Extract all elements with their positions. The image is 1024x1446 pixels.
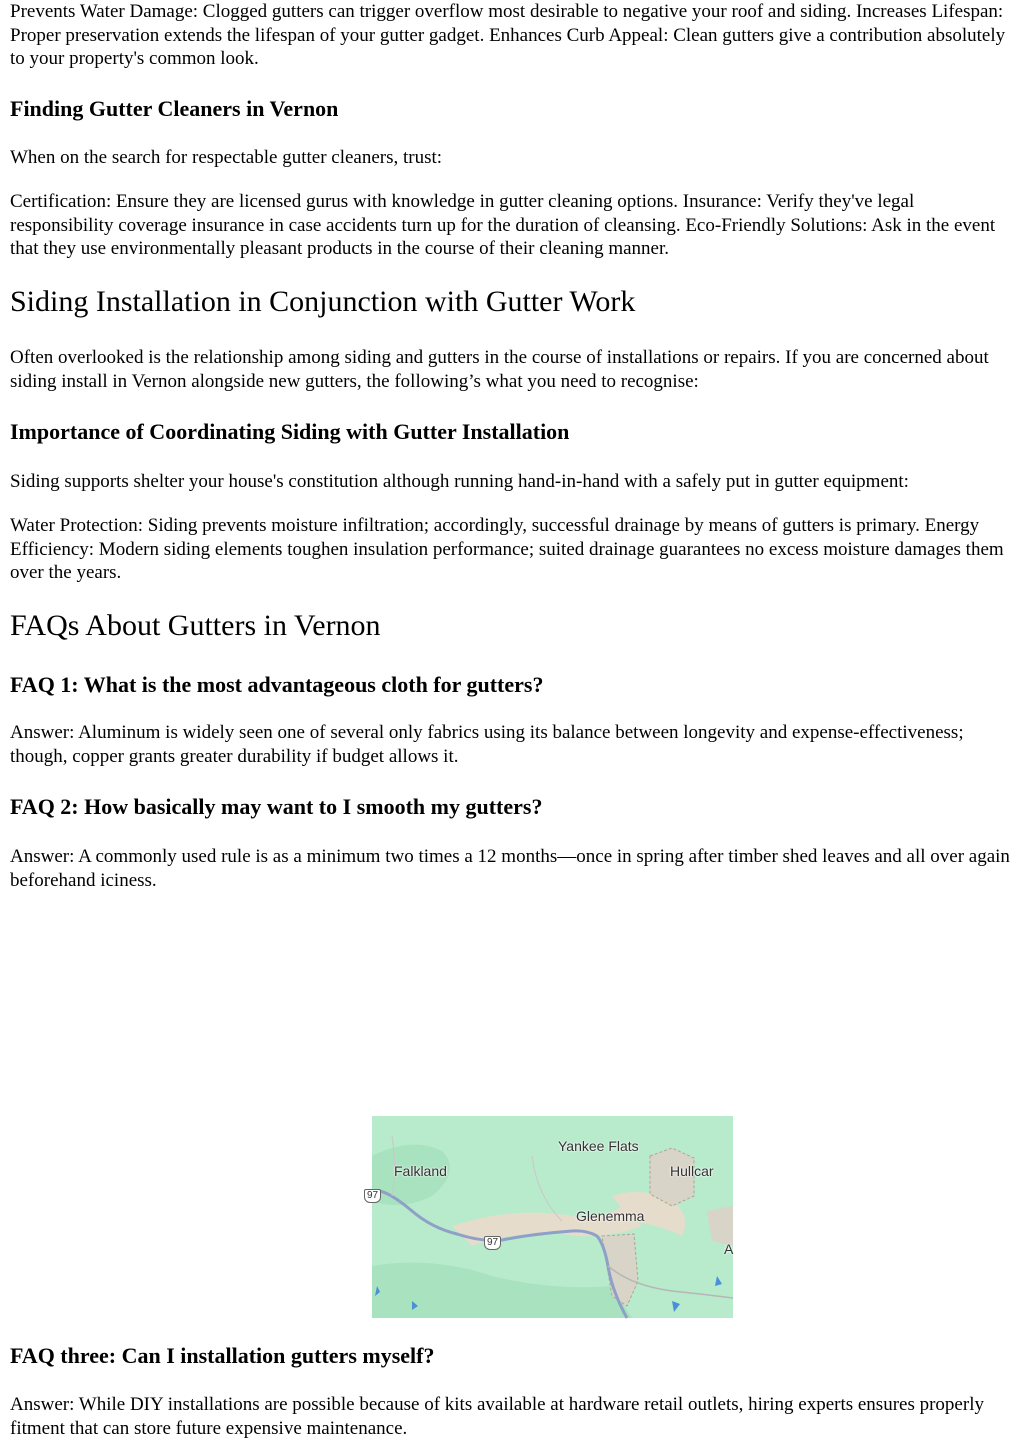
- location-map[interactable]: [367, 1116, 734, 1318]
- finding-heading: Finding Gutter Cleaners in Vernon: [10, 96, 339, 121]
- faq-question-3: FAQ three: Can I installation gutters myself?: [10, 1343, 435, 1368]
- highway-97-shield-west: 97: [364, 1189, 381, 1203]
- map-label-edge: A: [724, 1241, 734, 1257]
- map-label-yankee-flats: Yankee Flats: [558, 1138, 639, 1154]
- intro-paragraph: Prevents Water Damage: Clogged gutters can trigger overflow most desirable to negative your roof and siding. Increases Lifespan: Proper preservation extends the lifespan of your gutter gadget. Enhances Curb Appeal: Clean gutters give a contribution absolutely to your property's common look.: [10, 1, 1006, 69]
- map-label-hullcar: Hullcar: [670, 1163, 714, 1179]
- siding-intro: Often overlooked is the relationship among siding and gutters in the course of installations or repairs. If you are concerned about siding install in Vernon alongside new gutters, the following’s what you need to recognise:: [10, 347, 989, 392]
- siding-sub-intro: Siding supports shelter your house's constitution although running hand-in-hand with a safely put in gutter equipment:: [10, 471, 909, 492]
- faq-answer-1: Answer: Aluminum is widely seen one of several only fabrics using its balance between longevity and expense-effectiveness; though, copper grants greater durability if budget allows it.: [10, 722, 964, 767]
- siding-benefits: Water Protection: Siding prevents moisture infiltration; accordingly, successful drainage by means of gutters is primary. Energy Efficiency: Modern siding elements toughen insulation performance; suited drainage guarantees no excess moisture damages them over the years.: [10, 515, 1004, 583]
- map-graphic: [372, 1116, 733, 1318]
- map-label-glenemma: Glenemma: [576, 1208, 645, 1224]
- highway-97-shield: 97: [484, 1236, 501, 1250]
- faq-answer-3: Answer: While DIY installations are possible because of kits available at hardware retail outlets, hiring experts ensures properly fitment that can store future expensive maintenance.: [10, 1394, 984, 1439]
- faq-heading: FAQs About Gutters in Vernon: [10, 609, 381, 642]
- finding-intro: When on the search for respectable gutter cleaners, trust:: [10, 147, 443, 168]
- faq-answer-2: Answer: A commonly used rule is as a minimum two times a 12 months—once in spring after timber shed leaves and all over again beforehand iciness.: [10, 846, 1010, 891]
- faq-question-2: FAQ 2: How basically may want to I smooth my gutters?: [10, 794, 543, 819]
- faq-question-1: FAQ 1: What is the most advantageous cloth for gutters?: [10, 672, 544, 697]
- finding-criteria: Certification: Ensure they are licensed gurus with knowledge in gutter cleaning options. Insurance: Verify they've legal responsibility coverage insurance in case accidents turn up for the duration of cleansing. Eco-Friendly Solutions: Ask in the event that they use environmentally pleasant products in the course of their cleaning manner.: [10, 191, 996, 259]
- siding-heading: Siding Installation in Conjunction with Gutter Work: [10, 285, 636, 318]
- map-label-falkland: Falkland: [394, 1163, 447, 1179]
- siding-subheading: Importance of Coordinating Siding with Gutter Installation: [10, 419, 570, 444]
